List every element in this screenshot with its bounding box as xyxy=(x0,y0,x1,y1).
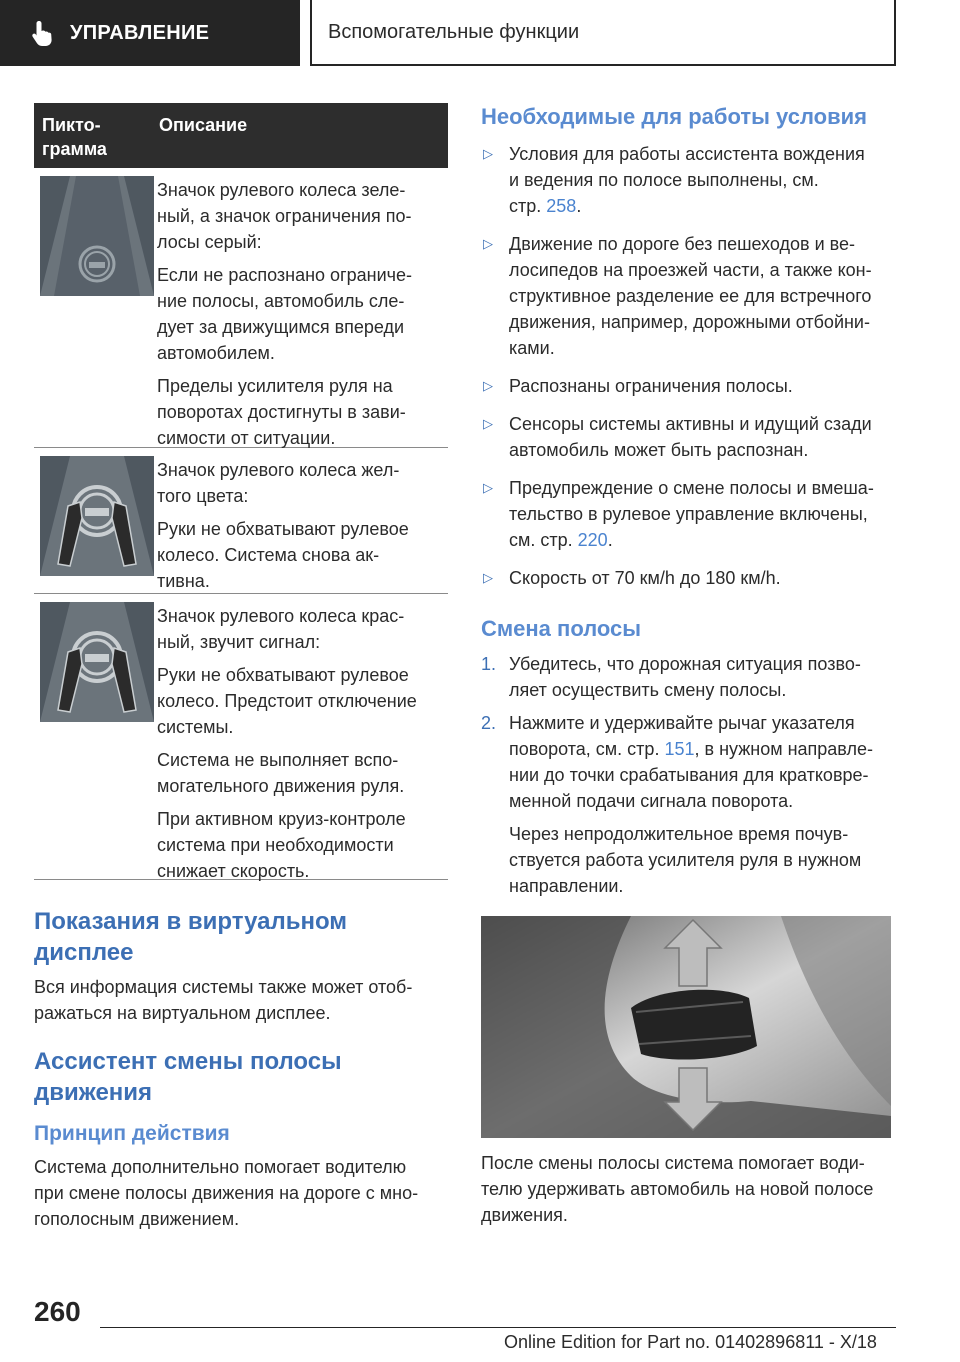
principle-text: Система дополнительно помогает водителю при смене полосы движения на дороге с мно- гополосным движением. xyxy=(34,1157,419,1229)
list-item-text: Сенсоры системы активны и идущий сзади автомобиль может быть распознан. xyxy=(509,414,872,460)
list-item-text: Движение по дороге без пешеходов и ве- лосипедов на проезжей части, а также кон- структивное разделение ее для встречного движения, например, дорожными отбойни- ками. xyxy=(509,234,872,358)
step-text-a: Нажмите и удерживайте рычаг указателя поворота, см. стр. xyxy=(509,713,855,759)
triangle-bullet-icon: ▷ xyxy=(483,378,493,393)
triangle-bullet-icon: ▷ xyxy=(483,146,493,161)
desc-paragraph: Значок рулевого колеса крас- ный, звучит сигнал: xyxy=(157,606,405,652)
step-body xyxy=(509,710,873,899)
triangle-bullet-icon: ▷ xyxy=(483,236,493,251)
table-row xyxy=(34,594,448,880)
step-extra-text: Через непродолжительное время почув- ствуется работа усилителя руля в нужном направлении. xyxy=(509,824,862,896)
desc-paragraph: Если не распознано ограниче- ние полосы, автомобиль сле- дует за движущимся впереди автомобилем. xyxy=(157,265,413,363)
list-item xyxy=(481,475,896,553)
triangle-bullet-icon: ▷ xyxy=(483,480,493,495)
subsection-title: Вспомогательные функции xyxy=(328,20,580,43)
page-link[interactable]: 151 xyxy=(664,739,695,759)
page-link[interactable]: 220 xyxy=(577,530,608,550)
principle-heading: Принцип действия xyxy=(34,1122,230,1145)
step-item xyxy=(481,651,896,703)
step-item xyxy=(481,710,896,899)
section-header xyxy=(0,0,300,66)
desc-paragraph: Система не выполняет вспо- могательного движения руля. xyxy=(157,750,405,796)
triangle-bullet-icon: ▷ xyxy=(483,570,493,585)
item-text: Условия для работы ассистента вождения и ведения по полосе выполнены, см. стр. xyxy=(509,144,865,216)
virtual-display-text: Вся информация системы также может отоб- ражаться на виртуальном дисплее. xyxy=(34,977,413,1023)
description-cell xyxy=(157,168,448,447)
list-item xyxy=(481,373,896,399)
section-title: УПРАВЛЕНИЕ xyxy=(70,21,210,44)
lane-change-assistant-heading: Ассистент смены полосы движения xyxy=(34,1048,342,1106)
right-column xyxy=(481,103,896,1228)
step-number: 2. xyxy=(481,713,497,733)
description-cell xyxy=(157,594,448,879)
conditions-heading: Необходимые для работы условия xyxy=(481,104,867,129)
hands-on-wheel-red-icon xyxy=(40,602,154,722)
subsection-header xyxy=(310,0,896,66)
photo-caption: После смены полосы система помогает води- телю удерживать автомобиль на новой полосе движения. xyxy=(481,1153,874,1225)
item-text: Предупреждение о смене полосы и вмеша- тельство в рулевое управление включены, см. стр. xyxy=(509,478,874,550)
steps-list xyxy=(481,651,896,899)
header-description: Описание xyxy=(159,115,248,135)
virtual-display-heading: Показания в виртуальном дисплее xyxy=(34,908,348,966)
item-tail: . xyxy=(576,196,582,216)
steering-wheel-green-icon xyxy=(40,176,154,296)
step-text-b: , в нужном направле- нии до точки срабатывания для кратковре- менной подачи сигнала поворота. xyxy=(509,739,873,811)
list-item xyxy=(481,231,896,361)
table-row xyxy=(34,448,448,594)
pictogram-cell xyxy=(34,594,157,879)
table-row xyxy=(34,168,448,448)
table-header xyxy=(34,103,448,168)
desc-paragraph: Руки не обхватывают рулевое колесо. Система снова ак- тивна. xyxy=(157,519,409,591)
step-number: 1. xyxy=(481,654,497,674)
header-pictogram: Пикто- грамма xyxy=(42,115,107,159)
footer-rule xyxy=(100,1327,896,1328)
edition-info: Online Edition for Part no. 01402896811 - X/18 xyxy=(504,1332,877,1352)
turn-signal-lever-photo xyxy=(481,916,891,1138)
triangle-bullet-icon: ▷ xyxy=(483,416,493,431)
step-text: Убедитесь, что дорожная ситуация позво- ляет осуществить смену полосы. xyxy=(509,654,861,700)
desc-paragraph: Пределы усилителя руля на поворотах достигнуты в зави- симости от ситуации. xyxy=(157,376,406,448)
desc-paragraph: Значок рулевого колеса зеле- ный, а значок ограничения по- лосы серый: xyxy=(157,180,412,252)
pictogram-cell xyxy=(34,168,157,447)
list-item-text: Распознаны ограничения полосы. xyxy=(509,376,793,396)
step-text xyxy=(509,713,873,811)
list-item-text xyxy=(509,475,874,553)
list-item-text xyxy=(509,141,865,219)
pictogram-cell xyxy=(34,448,157,593)
list-item xyxy=(481,411,896,463)
page-link[interactable]: 258 xyxy=(546,196,577,216)
list-item-text: Скорость от 70 км/h до 180 км/h. xyxy=(509,568,781,588)
left-column xyxy=(34,103,448,1232)
item-tail: . xyxy=(607,530,613,550)
conditions-list xyxy=(481,141,896,591)
hand-pointer-icon xyxy=(20,0,66,66)
page-number: 260 xyxy=(34,1296,81,1327)
desc-paragraph: Значок рулевого колеса жел- того цвета: xyxy=(157,460,400,506)
list-item xyxy=(481,565,896,591)
description-cell xyxy=(157,448,448,593)
hands-on-wheel-yellow-icon xyxy=(40,456,154,576)
desc-paragraph: При активном круиз-контроле система при необходимости снижает скорость. xyxy=(157,809,406,881)
list-item xyxy=(481,141,896,219)
desc-paragraph: Руки не обхватывают рулевое колесо. Предстоит отключение системы. xyxy=(157,665,417,737)
lane-change-heading: Смена полосы xyxy=(481,616,642,641)
